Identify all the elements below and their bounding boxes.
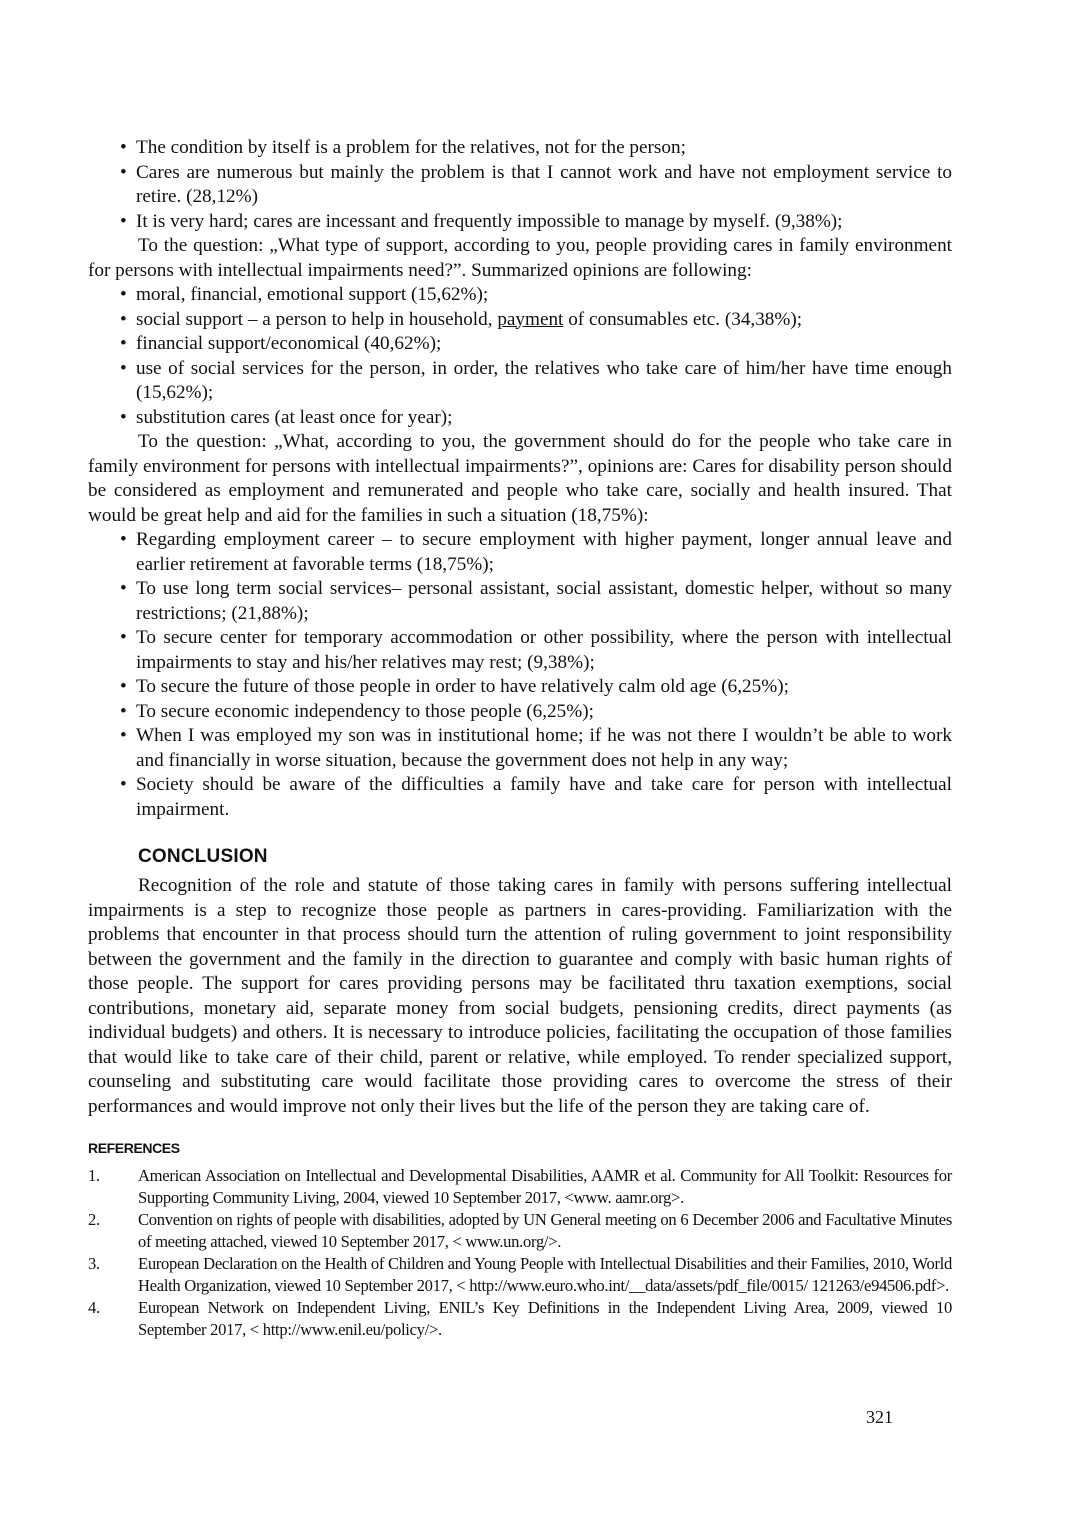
reference-text: Convention on rights of people with disabilities, adopted by UN General meeting on 6 December 2006 and Facultative Minutes of meeting attached, viewed 10 September 2017, < www.un.org/>.: [138, 1210, 952, 1251]
list-item: • use of social services for the person, in order, the relatives who take care of him/her have time enough (15,62%);: [88, 357, 952, 406]
reference-number: 3.: [88, 1254, 100, 1273]
reference-item: [88, 1209, 952, 1252]
page-body: [88, 136, 952, 1341]
list-item-text: social support – a person to help in household,: [136, 308, 498, 330]
list-item: • moral, financial, emotional support (15,62%);: [88, 283, 952, 308]
underlined-word: payment: [497, 308, 564, 330]
list-item: • To use long term social services– personal assistant, social assistant, domestic helper, without so many restrictions; (21,88%);: [88, 577, 952, 626]
list-item: • Regarding employment career – to secure employment with higher payment, longer annual leave and earlier retirement at favorable terms (18,75%);: [88, 528, 952, 577]
list-item: • To secure economic independency to those people (6,25%);: [88, 700, 952, 725]
reference-text: European Declaration on the Health of Children and Young People with Intellectual Disabilities and their Families, 2010, World Health Organization, viewed 10 September 2017, < http://www.euro.who.int/__data/assets/pdf_file/0015/ 121263/e94506.pdf>.: [138, 1254, 952, 1295]
page-number: 321: [866, 1407, 893, 1427]
reference-text: European Network on Independent Living, ENIL’s Key Definitions in the Independent Living Area, 2009, viewed 10 September 2017, < http://www.enil.eu/policy/>.: [138, 1298, 952, 1339]
reference-number: 4.: [88, 1298, 100, 1317]
question-paragraph-government: To the question: „What, according to you, the government should do for the people who take care in family environment for persons with intellectual impairments?”, opinions are: Cares for disability person should be considered as employment and remunerated and people who take care, socially and health insured. That would be great help and aid for the families in such a situation (18,75%):: [88, 431, 952, 526]
list-item: • Society should be aware of the difficulties a family have and take care for person with intellectual impairment.: [88, 773, 952, 822]
list-item: • The condition by itself is a problem for the relatives, not for the person;: [88, 136, 952, 161]
question-paragraph-support: To the question: „What type of support, according to you, people providing cares in family environment for persons with intellectual impairments need?”. Summarized opinions are following:: [88, 235, 952, 281]
list-item: • substitution cares (at least once for year);: [88, 406, 952, 431]
list-item: • financial support/economical (40,62%);: [88, 332, 952, 357]
reference-number: 2.: [88, 1210, 100, 1229]
reference-text: American Association on Intellectual and Developmental Disabilities, AAMR et al. Community for All Toolkit: Resources for Supporting Community Living, 2004, viewed 10 September 2017, <www. aamr.org>.: [138, 1166, 952, 1207]
references-heading: REFERENCES: [88, 1140, 180, 1156]
conclusion-paragraph: Recognition of the role and statute of those taking cares in family with persons suffering intellectual impairments is a step to recognize those people as partners in cares-providing. Familiarization with the problems that encounter in that process should turn the attention of ruling government to joint responsibility between the government and the family in the direction to guarantee and comply with basic human rights of those people. The support for cares providing persons may be facilitated thru taxation exemptions, social contributions, monetary aid, separate money from social budgets, pensioning credits, direct payments (as individual budgets) and others. It is necessary to introduce policies, facilitating the occupation of those families that would like to take care of their child, parent or relative, while employed. To render specialized support, counseling and substituting care would facilitate those providing cares to overcome the stress of their performances and would improve not only their lives but the life of the person they are taking care of.: [88, 875, 952, 1117]
reference-item: [88, 1253, 952, 1296]
list-item: • To secure center for temporary accommodation or other possibility, where the person with intellectual impairments to stay and his/her relatives may rest; (9,38%);: [88, 626, 952, 675]
reference-number: 1.: [88, 1166, 100, 1185]
reference-item: [88, 1297, 952, 1340]
list-item-text: of consumables etc. (34,38%);: [563, 308, 803, 330]
list-item: • To secure the future of those people in order to have relatively calm old age (6,25%);: [88, 675, 952, 700]
conclusion-heading: CONCLUSION: [138, 846, 268, 867]
list-item: [88, 308, 952, 333]
reference-item: [88, 1165, 952, 1208]
list-item: • When I was employed my son was in institutional home; if he was not there I wouldn’t be able to work and financially in worse situation, because the government does not help in any way;: [88, 724, 952, 773]
list-item: • It is very hard; cares are incessant and frequently impossible to manage by myself. (9,38%);: [88, 210, 952, 235]
list-item: • Cares are numerous but mainly the problem is that I cannot work and have not employment service to retire. (28,12%): [88, 161, 952, 210]
